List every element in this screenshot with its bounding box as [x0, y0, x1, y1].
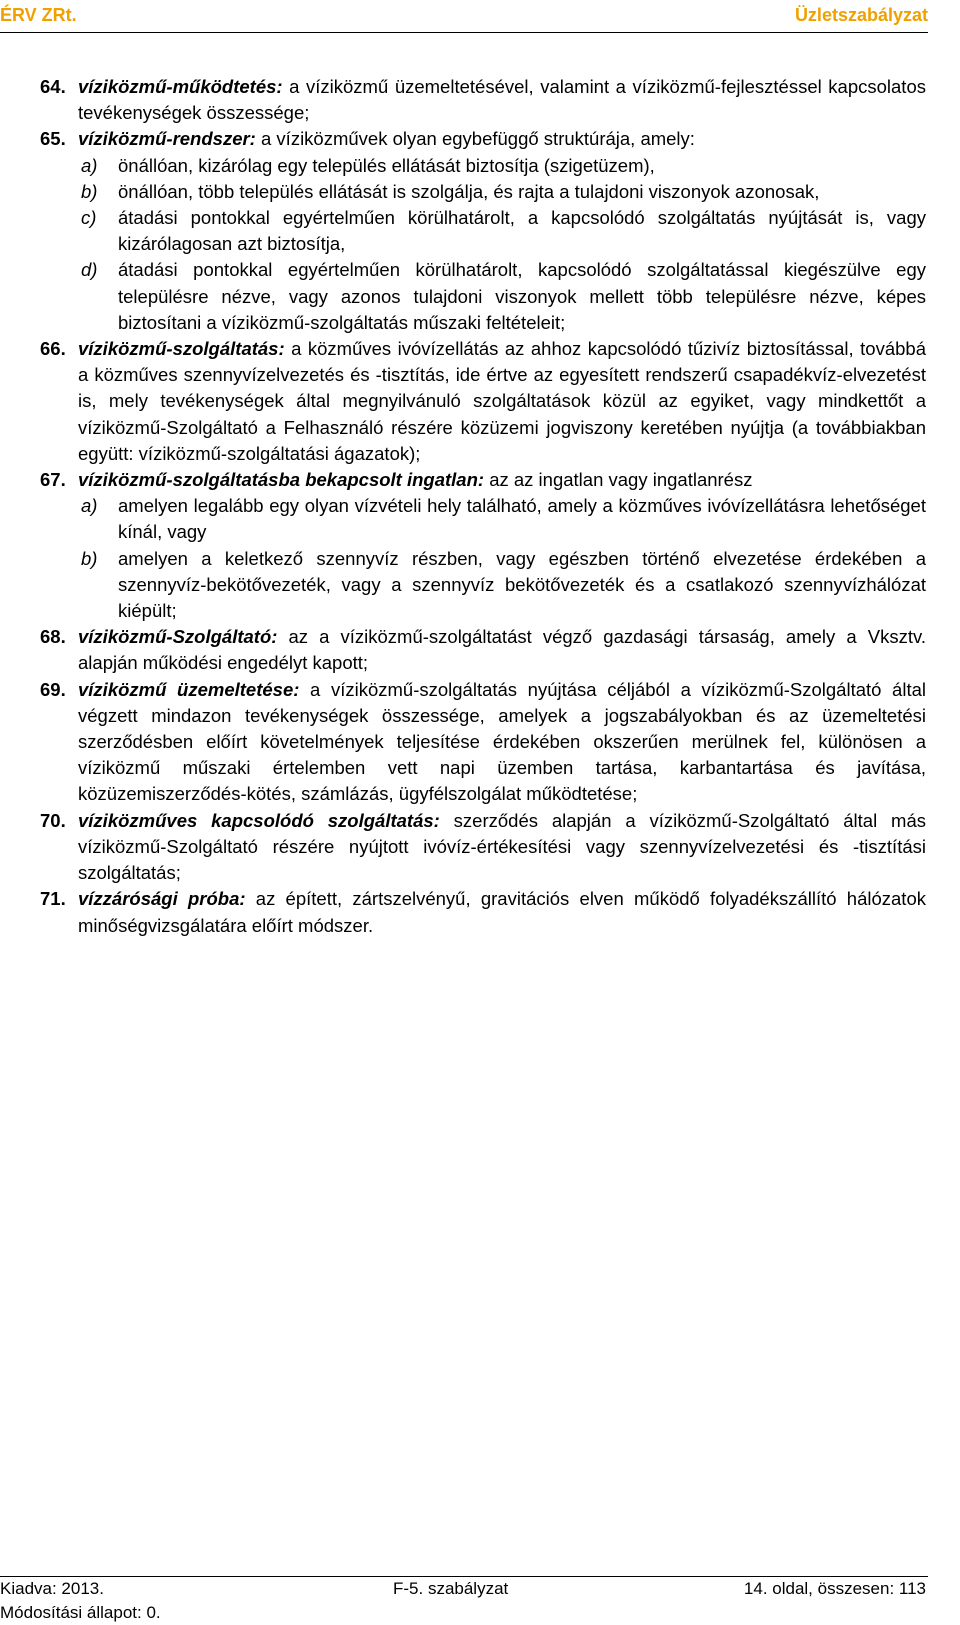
entry-term: víziközműves kapcsolódó szolgáltatás: — [78, 809, 440, 831]
sub-item-text: átadási pontokkal egyértelműen körülhatárolt, kapcsolódó szolgáltatással kiegészülve egy településre nézve, vagy azonos tulajdoni viszonyok mellett több településre nézve, képes biztosítani a víziközmű-szolgáltatás műszaki feltételeit; — [118, 259, 926, 333]
rule-name: F-5. szabályzat — [393, 1579, 509, 1598]
entry-text: az a víziközmű-szolgáltatást végző gazdasági társaság, amely a Vksztv. alapján működési engedélyt kapott; — [78, 626, 926, 674]
sub-item-letter: b) — [81, 547, 98, 569]
sub-item-letter: d) — [81, 259, 98, 281]
entry-term: víziközmű-szolgáltatás: — [78, 338, 285, 360]
entry-term: vízzárósági próba: — [78, 888, 246, 910]
sub-item — [40, 205, 926, 257]
sub-item-letter: c) — [81, 207, 97, 229]
sub-item-text: átadási pontokkal egyértelműen körülhatárolt, a kapcsolódó szolgáltatás nyújtását is, vagy kizárólagosan azt biztosítja, — [118, 207, 926, 255]
entry-term: víziközmű-működtetés: — [78, 76, 283, 97]
sub-item-letter: a) — [81, 154, 98, 176]
sub-item-text: önállóan, több település ellátását is szolgálja, és rajta a tulajdoni viszonyok azonosak, — [118, 180, 820, 202]
document-title: Üzletszabályzat — [794, 5, 928, 25]
company-name: ÉRV ZRt. — [0, 5, 77, 25]
sub-item — [40, 179, 926, 205]
page-header — [0, 0, 928, 33]
issue-date: Kiadva: 2013. — [0, 1579, 104, 1598]
sub-item-letter: b) — [81, 180, 98, 202]
entry-text: a víziközmű üzemeltetésével, valamint a víziközmű-fejlesztéssel kapcsolatos tevékenységek összessége; — [78, 76, 926, 124]
definition-entry — [40, 886, 926, 938]
sub-item — [40, 153, 926, 179]
definition-entry — [40, 624, 926, 676]
definition-entry — [40, 74, 926, 126]
entry-number: 69. — [40, 678, 66, 700]
entry-text: az az ingatlan vagy ingatlanrész — [484, 469, 753, 491]
definition-entry — [40, 336, 926, 467]
page-footer — [0, 1576, 928, 1625]
entry-text: az épített, zártszelvényű, gravitációs elven működő folyadékszállító hálózatok minőségvizsgálatára előírt módszer. — [78, 888, 926, 936]
revision-state: Módosítási állapot: 0. — [0, 1603, 161, 1622]
sub-item — [40, 493, 926, 545]
entry-number: 64. — [40, 76, 66, 97]
definition-entry — [40, 808, 926, 887]
sub-item-text: amelyen legalább egy olyan vízvételi hely található, amely a közműves ivóvízellátásra lehetőséget kínál, vagy — [118, 495, 926, 543]
definition-entry — [40, 467, 926, 493]
sub-item-text: amelyen a keletkező szennyvíz részben, vagy egészben történő elvezetése érdekében a szennyvíz-bekötővezeték, vagy a szennyvíz bekötővezeték és a csatlakozó szennyvízhálózat kiépült; — [118, 547, 926, 622]
entry-term: víziközmű-rendszer: — [78, 128, 256, 150]
entry-term: víziközmű-szolgáltatásba bekapcsolt ingatlan: — [78, 469, 485, 491]
sub-item-text: önállóan, kizárólag egy település ellátását biztosítja (szigetüzem), — [118, 154, 655, 176]
entry-number: 71. — [40, 888, 66, 910]
entry-text: a közműves ivóvízellátás az ahhoz kapcsolódó tűzivíz biztosítással, továbbá a közműves szennyvízelvezetés és -tisztítás, ide értve az egyesített rendszerű csapadékvíz-elvezetést is, mely tevékenységek által megnyilvánuló szolgáltatások közül az egyiket, vagy mindkettőt a víziközmű-Szolgáltató a Felhasználó részére közüzemi jogviszony keretében nyújtja (a továbbiakban együtt: víziközmű-szolgáltatási ágazatok); — [78, 338, 926, 464]
entry-number: 66. — [40, 338, 66, 360]
definition-entry — [40, 677, 926, 808]
entry-text: szerződés alapján a víziközmű-Szolgáltató által más víziközmű-Szolgáltató részére nyújtott ivóvíz-értékesítési vagy szennyvízelvezetési és -tisztítási szolgáltatás; — [78, 809, 926, 884]
definitions-list — [40, 74, 926, 939]
sub-item — [40, 257, 926, 336]
entry-term: víziközmű üzemeltetése: — [78, 678, 300, 700]
entry-number: 70. — [40, 809, 66, 831]
entry-number: 65. — [40, 128, 66, 150]
entry-term: víziközmű-Szolgáltató: — [78, 626, 278, 648]
entry-text: a víziközmű-szolgáltatás nyújtása céljából a víziközmű-Szolgáltató által végzett mindazon tevékenységek összessége, amelyek a jogszabályokban és az üzemeltetési szerződésben előírt követelmények teljesítése érdekében okszerűen merülnek fel, különösen a víziközmű műszaki értelemben vett napi üzemben tartása, karbantartása és javítása, közüzemiszerződés-kötés, számlázás, ügyfélszolgálat működtetése; — [78, 678, 926, 805]
entry-number: 68. — [40, 626, 66, 648]
page-number: 14. oldal, összesen: 113 — [743, 1579, 926, 1598]
entry-text: a víziközművek olyan egybefüggő struktúrája, amely: — [255, 128, 695, 150]
sub-item-letter: a) — [81, 495, 98, 517]
definition-entry — [40, 126, 926, 152]
entry-number: 67. — [40, 469, 66, 491]
sub-item — [40, 546, 926, 625]
